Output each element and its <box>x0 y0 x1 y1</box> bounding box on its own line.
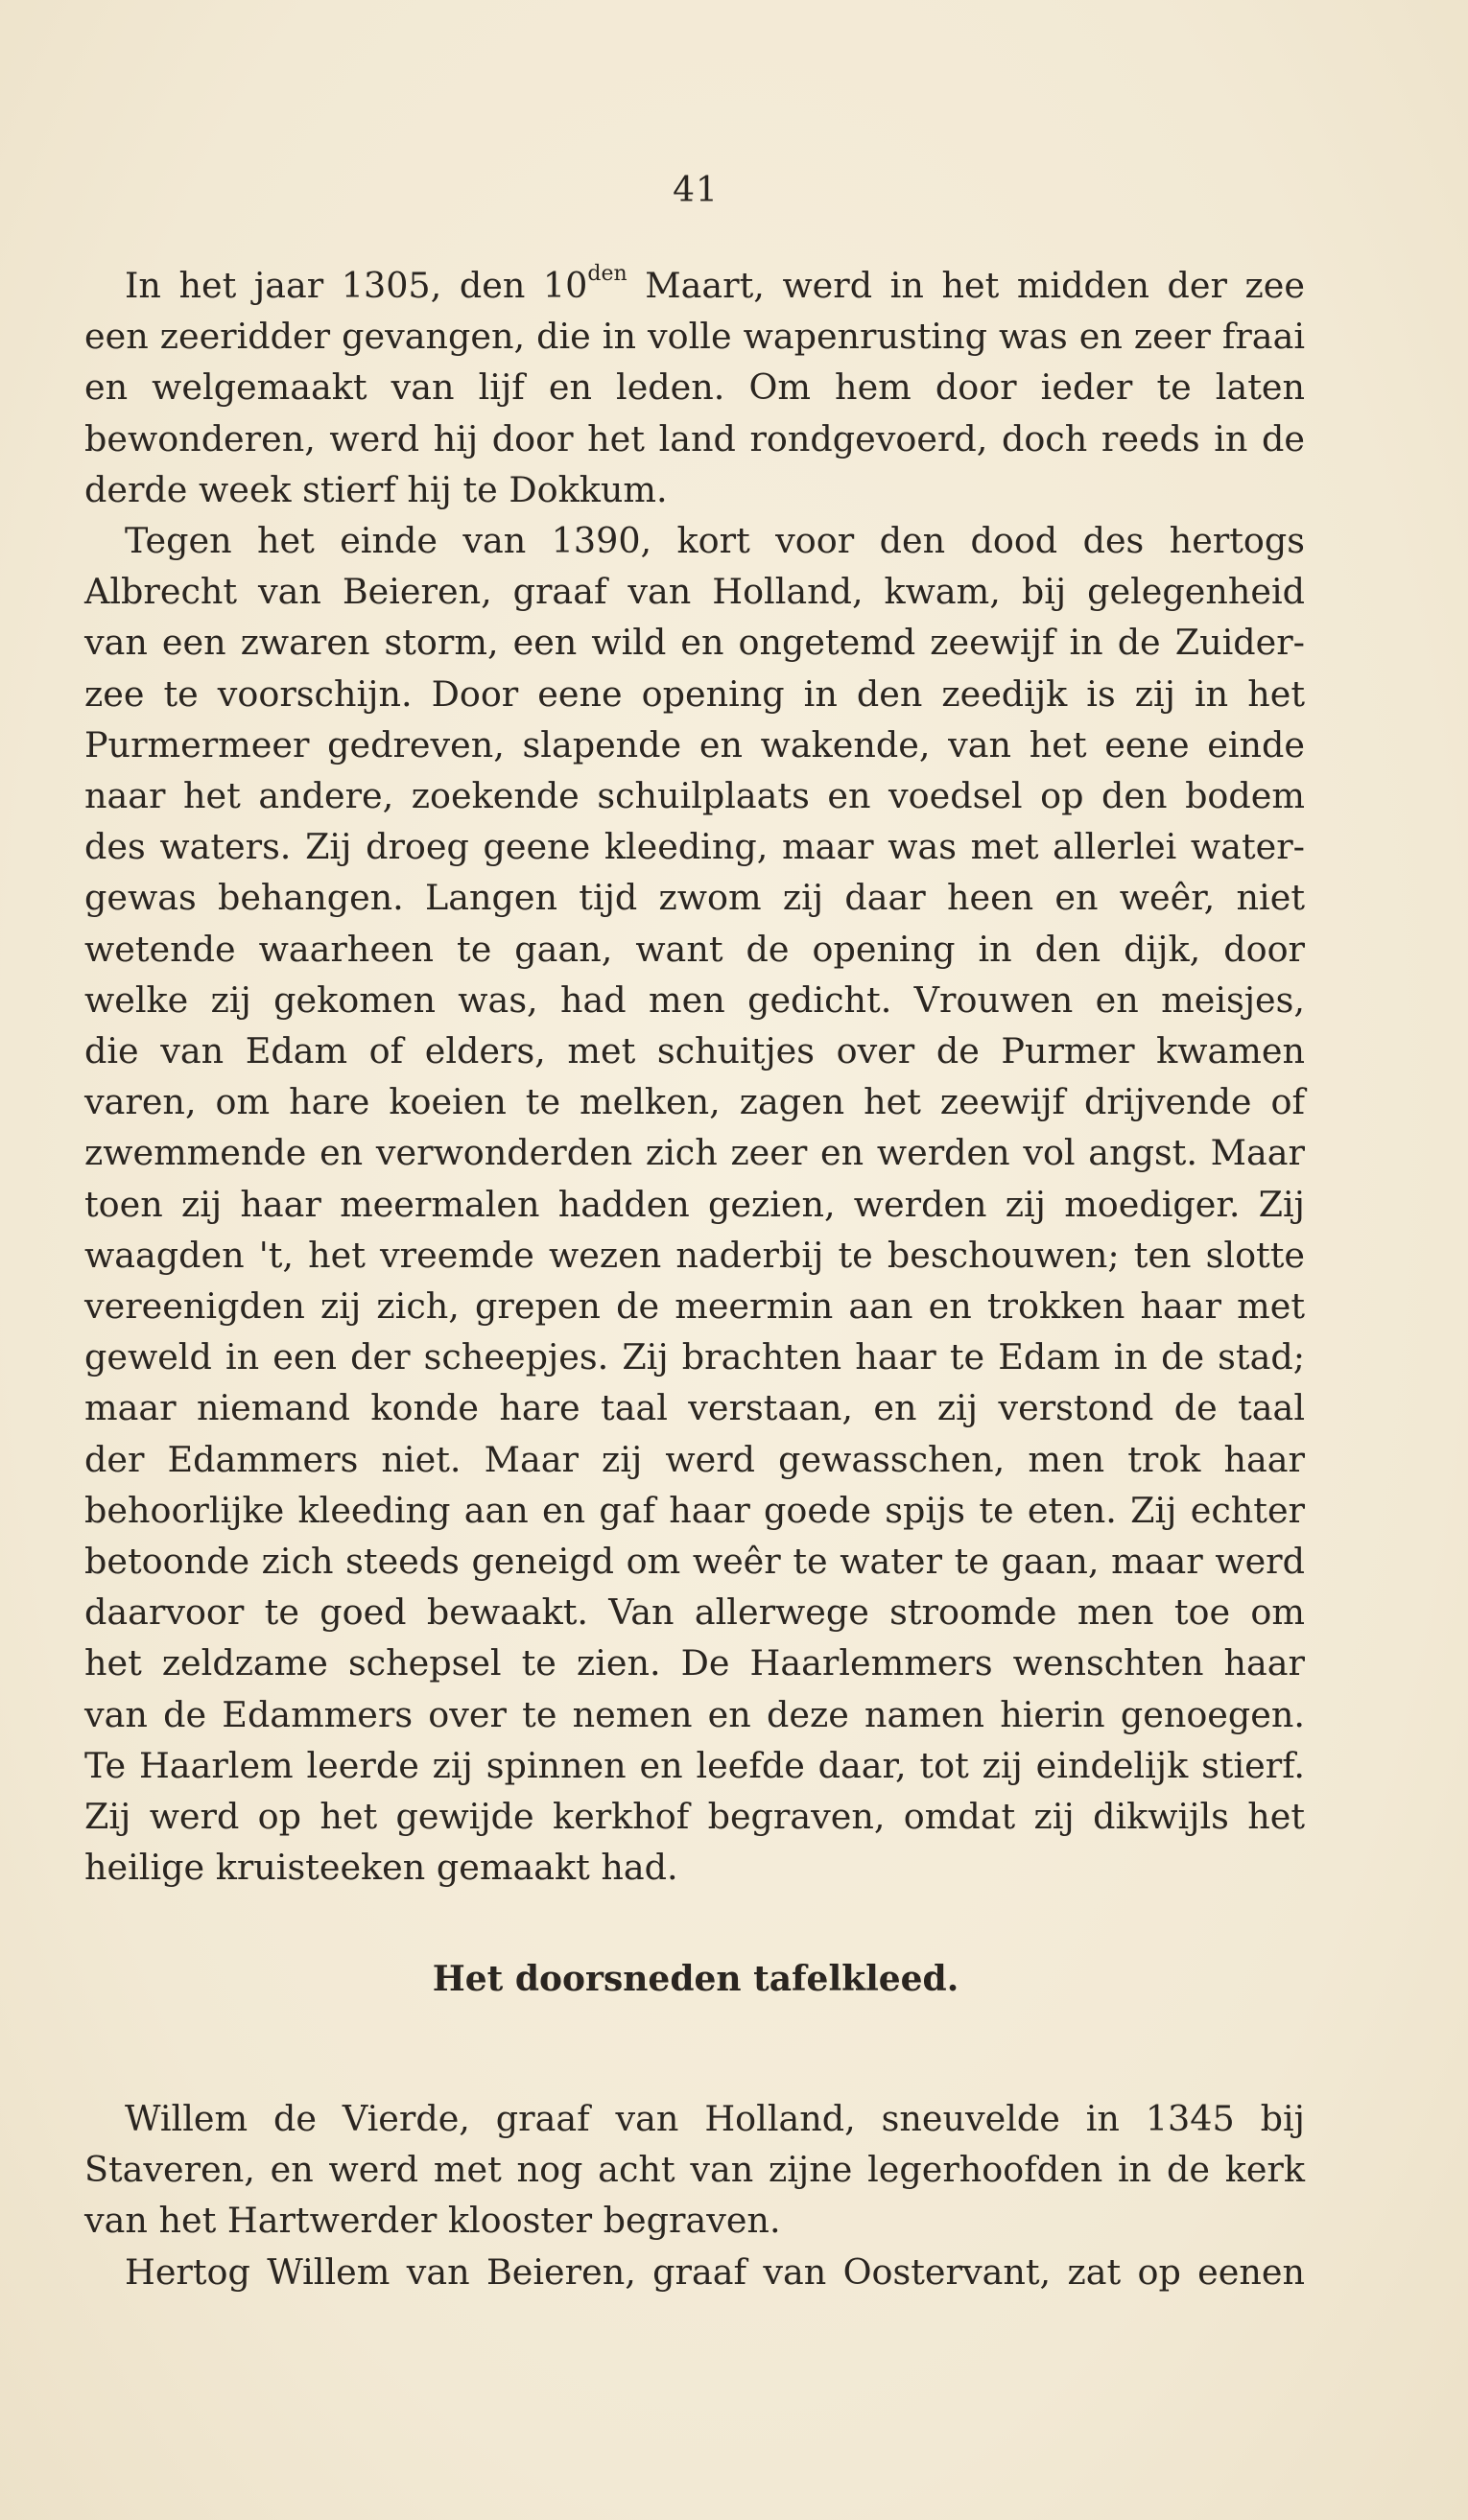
text-line: Staveren, en werd met nog acht van zijne legerhoofden in de kerk <box>84 2149 1305 2191</box>
main-text <box>84 260 1305 1894</box>
section-text <box>84 2093 1305 2297</box>
text-line: van een zwaren storm, een wild en ongetemd zeewijf in de Zuider- <box>84 622 1305 664</box>
intro-suffix: Maart, werd in het midden der zee <box>627 265 1305 306</box>
text-line: Zij werd op het gewijde kerkhof begraven, omdat zij dikwijls het <box>84 1796 1305 1838</box>
text-line: naar het andere, zoekende schuilplaats en voedsel op den bodem <box>84 775 1305 817</box>
text-line: van de Edammers over te nemen en deze namen hierin genoegen. <box>84 1693 1305 1735</box>
text-line: Albrecht van Beieren, graaf van Holland, kwam, bij gelegenheid <box>84 571 1305 613</box>
text-line <box>84 260 1305 311</box>
text-line: vereenigden zij zich, grepen de meermin aan en trokken haar met <box>84 1285 1305 1328</box>
intro-prefix: In het jaar 1305, den 10 <box>125 265 588 306</box>
text-line: het zeldzame schepsel te zien. De Haarlemmers wenschten haar <box>84 1642 1305 1684</box>
text-line: Purmermeer gedreven, slapende en wakende, van het eene einde <box>84 723 1305 765</box>
text-line: betoonde zich steeds geneigd om weêr te water te gaan, maar werd <box>84 1541 1305 1583</box>
paragraph-zeeridder <box>84 260 1305 515</box>
page-number: 41 <box>673 171 719 210</box>
text-line: heilige kruisteeken gemaakt had. <box>84 1847 678 1889</box>
text-line: behoorlijke kleeding aan en gaf haar goede spijs te eten. Zij echter <box>84 1489 1305 1531</box>
paragraph-hertog-willem <box>84 2247 1305 2297</box>
text-line: toen zij haar meermalen hadden gezien, werden zij moediger. Zij <box>84 1183 1305 1225</box>
text-line: en welgemaakt van lijf en leden. Om hem door ieder te laten <box>84 366 1305 409</box>
ordinal-superscript: den <box>587 262 627 286</box>
text-line: geweld in een der scheepjes. Zij brachten haar te Edam in de stad; <box>84 1336 1305 1378</box>
text-line: Te Haarlem leerde zij spinnen en leefde daar, tot zij eindelijk stierf. <box>84 1744 1305 1786</box>
text-line: daarvoor te goed bewaakt. Van allerwege stroomde men toe om <box>84 1591 1305 1634</box>
text-line: zee te voorschijn. Door eene opening in den zeedijk is zij in het <box>84 672 1305 715</box>
text-line: maar niemand konde hare taal verstaan, en zij verstond de taal <box>84 1387 1305 1429</box>
text-line: waagden 't, het vreemde wezen naderbij te beschouwen; ten slotte <box>84 1234 1305 1276</box>
text-line: Tegen het einde van 1390, kort voor den dood des hertogs <box>125 520 1305 562</box>
text-line: bewonderen, werd hij door het land rondgevoerd, doch reeds in de <box>84 417 1305 459</box>
text-line: derde week stierf hij te Dokkum. <box>84 468 668 510</box>
text-line: een zeeridder gevangen, die in volle wapenrusting was en zeer fraai <box>84 316 1305 358</box>
text-line: Willem de Vierde, graaf van Holland, sneuvelde in 1345 bij <box>125 2098 1305 2139</box>
text-line: welke zij gekomen was, had men gedicht. Vrouwen en meisjes, <box>84 978 1305 1021</box>
text-line: van het Hartwerder klooster begraven. <box>84 2200 781 2242</box>
section-heading: Het doorsneden tafelkleed. <box>432 1959 959 1999</box>
text-line: Hertog Willem van Beieren, graaf van Oostervant, zat op eenen <box>125 2250 1305 2293</box>
paragraph-willem-de-vierde <box>84 2093 1305 2247</box>
text-line: varen, om hare koeien te melken, zagen het zeewijf drijvende of <box>84 1081 1305 1123</box>
paragraph-zeewijf <box>84 515 1305 1893</box>
text-line: die van Edam of elders, met schuitjes over de Purmer kwamen <box>84 1030 1305 1072</box>
text-line: der Edammers niet. Maar zij werd gewasschen, men trok haar <box>84 1438 1305 1480</box>
text-line: des waters. Zij droeg geene kleeding, maar was met allerlei water- <box>84 826 1305 868</box>
text-line: zwemmende en verwonderden zich zeer en werden vol angst. Maar <box>84 1132 1305 1174</box>
text-line: wetende waarheen te gaan, want de opening in den dijk, door <box>84 928 1305 970</box>
text-line: gewas behangen. Langen tijd zwom zij daar heen en weêr, niet <box>84 877 1305 919</box>
